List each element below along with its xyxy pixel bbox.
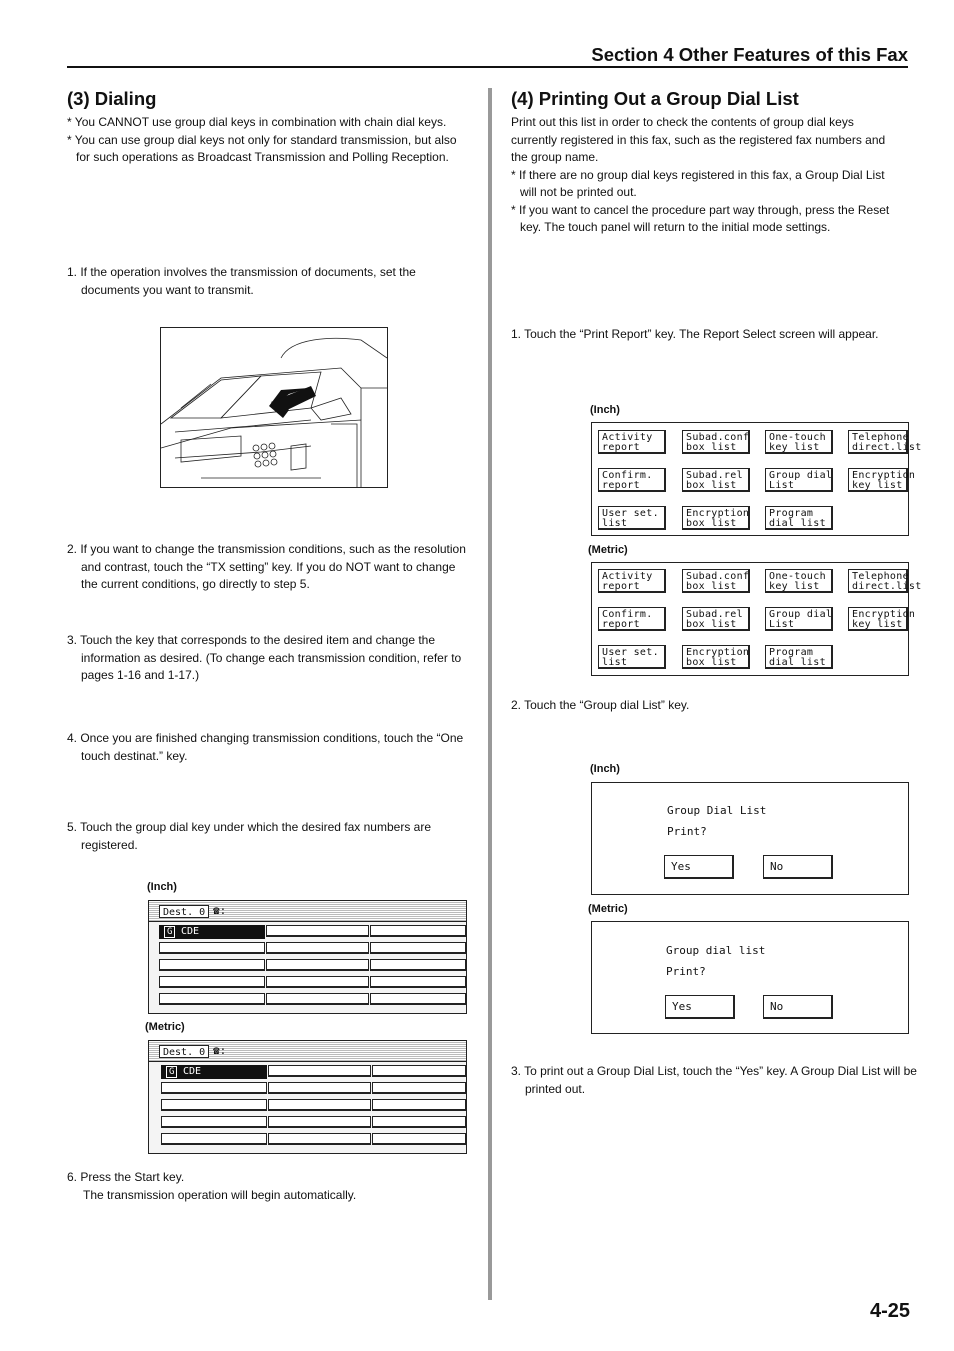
print-step-2: 2. Touch the “Group dial List” key. — [511, 698, 690, 712]
dest-counter: Dest. 0 — [159, 1045, 209, 1058]
one-touch-key[interactable] — [268, 1099, 371, 1111]
section-title: Section 4 Other Features of this Fax — [591, 44, 908, 65]
encryption-key-list-key[interactable]: Encryption key list — [848, 607, 908, 631]
user-set-list-key[interactable]: User set. list — [598, 506, 666, 530]
note-item: * If you want to cancel the procedure part way through, press the Reset key. The touch panel will return to the initial mode settings. — [511, 202, 890, 234]
confirm-screen-metric — [591, 921, 909, 1034]
group-name: CDE — [183, 1066, 202, 1077]
one-touch-key[interactable] — [159, 993, 265, 1005]
program-dial-list-key[interactable]: Program dial list — [765, 645, 833, 669]
one-touch-key[interactable] — [266, 925, 369, 937]
confirm-inch-label: (Inch) — [590, 763, 620, 775]
note-item: * You can use group dial keys not only for standard transmission, but also for such operations as Broadcast Transmission and Polling Reception. — [67, 132, 457, 164]
encryption-box-list-key[interactable]: Encryption box list — [682, 506, 750, 530]
program-dial-list-key[interactable]: Program dial list — [765, 506, 833, 530]
one-touch-key[interactable] — [370, 942, 466, 954]
confirm-title: Group Dial List — [667, 804, 767, 817]
telephone-icon: ☎: — [213, 1044, 227, 1057]
one-touch-key[interactable] — [372, 1116, 466, 1128]
one-touch-key[interactable] — [266, 959, 369, 971]
report-select-screen-metric — [591, 562, 922, 676]
user-set-list-key[interactable]: User set. list — [598, 645, 666, 669]
report-metric-label: (Metric) — [588, 544, 628, 556]
print-step-3: 3. To print out a Group Dial List, touch the “Yes” key. A Group Dial List will be printed out. — [511, 1064, 917, 1096]
one-touch-key[interactable] — [266, 976, 369, 988]
group-dial-key-cde[interactable] — [159, 925, 265, 939]
no-button[interactable]: No — [763, 855, 833, 879]
step-5: 5. Touch the group dial key under which the desired fax numbers are registered. — [67, 820, 431, 852]
confirm-screen-inch — [591, 782, 909, 895]
group-list-intro — [511, 114, 901, 237]
one-touch-key[interactable] — [370, 976, 466, 988]
one-touch-key[interactable] — [268, 1116, 371, 1128]
encryption-box-list-key[interactable]: Encryption box list — [682, 645, 750, 669]
one-touch-key[interactable] — [266, 942, 369, 954]
confirm-question: Print? — [667, 825, 707, 838]
one-touch-key[interactable] — [372, 1099, 466, 1111]
yes-button[interactable]: Yes — [664, 855, 734, 879]
step-6-detail: The transmission operation will begin automatically. — [83, 1187, 357, 1202]
one-touch-key[interactable] — [370, 959, 466, 971]
print-step-1: 1. Touch the “Print Report” key. The Report Select screen will appear. — [511, 327, 879, 341]
no-button[interactable]: No — [763, 995, 833, 1019]
one-touch-key[interactable] — [370, 993, 466, 1005]
one-touch-key[interactable] — [161, 1082, 267, 1094]
dest-counter: Dest. 0 — [159, 905, 209, 918]
telephone-direct-list-key[interactable]: Telephone direct.list — [848, 569, 908, 593]
header-rule — [67, 66, 908, 68]
report-select-screen-inch — [591, 422, 922, 536]
one-touch-key-list-key[interactable]: One-touch key list — [765, 430, 833, 454]
step-6 — [67, 1169, 465, 1204]
one-touch-key[interactable] — [370, 925, 466, 937]
group-list-heading: (4) Printing Out a Group Dial List — [511, 88, 799, 109]
one-touch-key[interactable] — [268, 1082, 371, 1094]
telephone-direct-list-key[interactable]: Telephone direct.list — [848, 430, 908, 454]
intro-text: Print out this list in order to check the contents of group dial keys currently registered in this fax, such as the registered fax numbers and the group name. — [511, 115, 886, 164]
one-touch-key[interactable] — [372, 1133, 466, 1145]
confirm-title: Group dial list — [666, 944, 766, 957]
confirm-metric-label: (Metric) — [588, 903, 628, 915]
confirm-report-key[interactable]: Confirm. report — [598, 468, 666, 492]
one-touch-key[interactable] — [161, 1099, 267, 1111]
group-name: CDE — [181, 926, 200, 937]
group-badge-icon: G — [164, 926, 175, 938]
confirm-report-key[interactable]: Confirm. report — [598, 607, 666, 631]
one-touch-key[interactable] — [159, 959, 265, 971]
group-dial-key-cde[interactable] — [161, 1065, 267, 1079]
screen-inch-label: (Inch) — [147, 881, 177, 893]
yes-button[interactable]: Yes — [665, 995, 735, 1019]
activity-report-key[interactable]: Activity report — [598, 430, 666, 454]
column-divider — [488, 88, 492, 1300]
fax-machine-drawing — [161, 328, 387, 487]
one-touch-screen-metric — [148, 1040, 467, 1154]
step-2: 2. If you want to change the transmission conditions, such as the resolution and contrast, touch the “TX setting” key. If you do NOT want to change the current conditions, go directly to step 5. — [67, 542, 466, 591]
one-touch-key[interactable] — [266, 993, 369, 1005]
group-dial-list-key[interactable]: Group dial List — [765, 468, 833, 492]
step-4: 4. Once you are finished changing transmission conditions, touch the “One touch destinat.” key. — [67, 731, 464, 763]
telephone-icon: ☎: — [213, 904, 227, 917]
one-touch-key[interactable] — [268, 1133, 371, 1145]
subad-rel-box-list-key[interactable]: Subad.rel box list — [682, 468, 750, 492]
confirm-question: Print? — [666, 965, 706, 978]
group-dial-list-key[interactable]: Group dial List — [765, 607, 833, 631]
one-touch-key[interactable] — [268, 1065, 371, 1077]
subad-conf-box-list-key[interactable]: Subad.conf box list — [682, 430, 750, 454]
note-item: * You CANNOT use group dial keys in combination with chain dial keys. — [67, 115, 447, 129]
step-1: 1. If the operation involves the transmission of documents, set the documents you want to transmit. — [67, 265, 416, 297]
one-touch-key[interactable] — [161, 1116, 267, 1128]
page-number: 4-25 — [869, 1300, 910, 1322]
group-badge-icon: G — [166, 1066, 177, 1078]
subad-rel-box-list-key[interactable]: Subad.rel box list — [682, 607, 750, 631]
one-touch-key[interactable] — [159, 942, 265, 954]
one-touch-key[interactable] — [372, 1065, 466, 1077]
one-touch-screen-inch — [148, 900, 467, 1014]
subad-conf-box-list-key[interactable]: Subad.conf box list — [682, 569, 750, 593]
fax-document-illustration — [160, 327, 388, 488]
note-item: * If there are no group dial keys registered in this fax, a Group Dial List will not be printed out. — [511, 167, 885, 199]
report-inch-label: (Inch) — [590, 404, 620, 416]
one-touch-key[interactable] — [372, 1082, 466, 1094]
step-6-line: 6. Press the Start key. — [67, 1170, 185, 1184]
dialing-notes — [67, 114, 467, 167]
dialing-heading: (3) Dialing — [67, 88, 157, 109]
encryption-key-list-key[interactable]: Encryption key list — [848, 468, 908, 492]
activity-report-key[interactable]: Activity report — [598, 569, 666, 593]
step-3: 3. Touch the key that corresponds to the desired item and change the information as desired. (To change each transmission condition, refer to pages 1-16 and 1-17.) — [67, 633, 462, 682]
one-touch-key[interactable] — [159, 976, 265, 988]
screen-metric-label: (Metric) — [145, 1021, 185, 1033]
one-touch-key[interactable] — [161, 1133, 267, 1145]
one-touch-key-list-key[interactable]: One-touch key list — [765, 569, 833, 593]
